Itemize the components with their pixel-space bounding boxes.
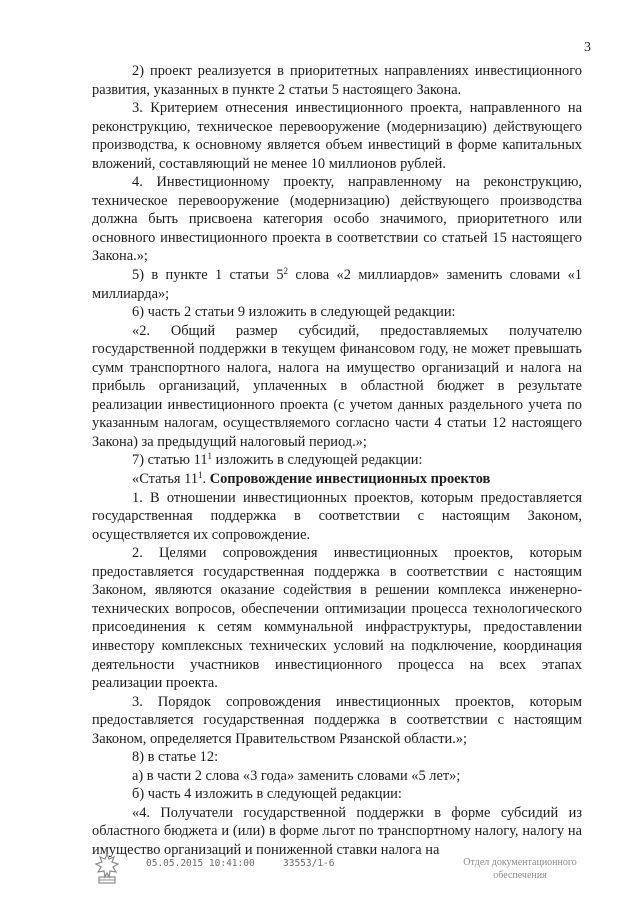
paragraph-amendment-8b: б) часть 4 изложить в следующей редакции: xyxy=(132,786,402,803)
paragraph-amendment-7 xyxy=(92,451,582,470)
article-heading xyxy=(92,470,582,489)
document-number: 33553/1-6 xyxy=(283,858,335,869)
paragraph-subsidy-size: «2. Общий размер субсидий, предоставляемых получателю государственной поддержки в текущем финансовом году, не может превышать сумм транспортного налога, налога на имущество организаций и налога на прибыль организаций, уплаченных в областной бюджет в результате реализации инвестиционного проекта (с учетом данных раздельного учета по указанным налогам, осуществляемого согласно части 4 статьи 12 настоящего Закона) за предыдущий налоговый период.»; xyxy=(92,322,582,450)
paragraph-amendment-6: 6) часть 2 статьи 9 изложить в следующей редакции: xyxy=(132,304,456,321)
superscript: 1 xyxy=(198,470,203,481)
paragraph-criterion: 3. Критерием отнесения инвестиционного проекта, направленного на реконструкцию, техническое перевооружение (модернизацию) действующего производства, к основному является объем инвестиций в форме капитальных вложений, составляющий не менее 10 миллионов рублей. xyxy=(92,100,582,172)
paragraph-support-1: 1. В отношении инвестиционных проектов, которым предоставляется государственная поддержка в соответствии с настоящим Законом, осуществляется их сопровождение. xyxy=(92,489,582,543)
amendment-5-text-end: слова «2 миллиардов» заменить словами «1 миллиарда»; xyxy=(92,267,582,302)
paragraph-amendment-5 xyxy=(92,266,582,303)
amendment-7-text: 7) статью 11 xyxy=(132,452,208,469)
department-stamp xyxy=(440,856,600,882)
superscript: 2 xyxy=(283,266,289,277)
paragraph-amendment-8a: а) в части 2 слова «3 года» заменить словами «5 лет»; xyxy=(132,767,461,784)
page-number: 3 xyxy=(584,40,591,55)
amendment-5-text: 5) в пункте 1 статьи 5 xyxy=(132,267,284,284)
article-title: Сопровождение инвестиционных проектов xyxy=(209,471,491,488)
stamp-line-1: Отдел документационного xyxy=(463,857,577,868)
amendment-7-text-end: изложить в следующей редакции: xyxy=(212,452,423,469)
article-number: «Статья 11 xyxy=(132,471,199,488)
article-dot: . xyxy=(202,471,210,488)
paragraph-support-2: 2. Целями сопровождения инвестиционных проектов, которым предоставляется государственная поддержка в соответствии с настоящим Законом, являются оказание содействия в решении комплекса инженерно-технических вопросов, обеспечении оптимизации процесса технологического присоединения к сетям коммунальной инфраструктуры, предоставлении инвестору комплексных технических условий на подключение, координация деятельности участников инвестиционного процесса на всех этапах реализации проекта. xyxy=(92,545,582,692)
paragraph-project-priority: 2) проект реализуется в приоритетных направлениях инвестиционного развития, указанных в пункте 2 статьи 5 настоящего Закона. xyxy=(92,63,582,98)
document-body xyxy=(92,62,582,860)
paragraph-amendment-8: 8) в статье 12: xyxy=(132,749,219,766)
superscript: 1 xyxy=(207,451,213,462)
paragraph-recipients: «4. Получатели государственной поддержки в форме субсидий из областного бюджета и (или) в форме льгот по транспортному налогу, налогу на имущество организаций и пониженной ставки налога на xyxy=(92,804,582,858)
paragraph-support-3: 3. Порядок сопровождения инвестиционных проектов, которым предоставляется государственная поддержка в соответствии с настоящим Законом, определяется Правительством Рязанской области.»; xyxy=(92,693,582,747)
stamp-line-2: обеспечения xyxy=(493,870,547,881)
registration-date: 05.05.2015 10:41:00 xyxy=(146,858,255,869)
coat-of-arms-icon xyxy=(92,852,122,886)
paragraph-category-assignment: 4. Инвестиционному проекту, направленному на реконструкцию, техническое перевооружение (модернизацию) действующего производства должна быть присвоена категория особо значимого, приоритетного или основного инвестиционного проекта в соответствии со статьей 15 настоящего Закона.»; xyxy=(92,174,582,265)
